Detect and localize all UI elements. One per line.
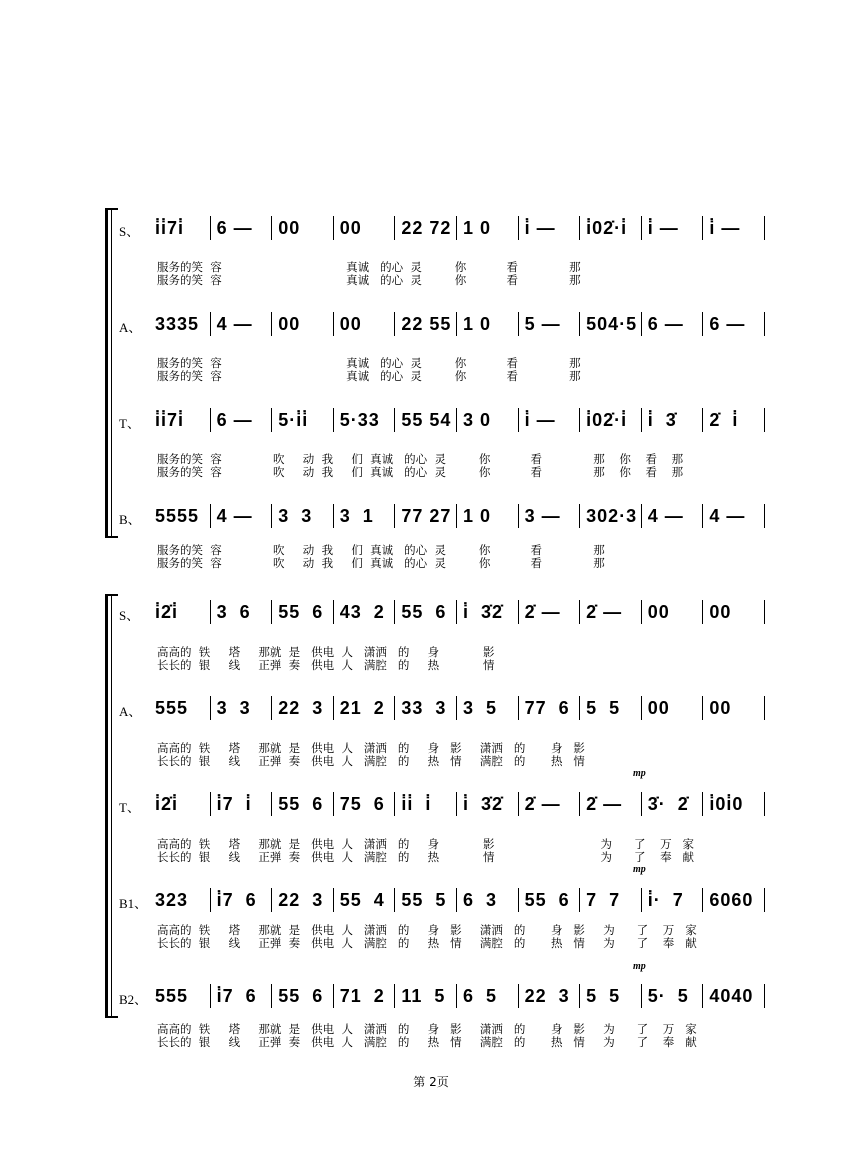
- dynamic-mp: mp: [633, 864, 646, 875]
- lyrics-verse-2: 服务的笑 容 吹 动 我 们 真诚 的心 灵 你 看 那 你 看 那: [157, 465, 684, 479]
- measure: i̇0i̇0: [703, 792, 765, 816]
- measure: 43 2: [334, 600, 396, 624]
- measure: i̇ —: [519, 408, 581, 432]
- measure: 3335: [149, 312, 211, 336]
- measure: i̇7 6: [211, 984, 273, 1008]
- measure: 71 2: [334, 984, 396, 1008]
- measure: 3 6: [211, 600, 273, 624]
- measure: 6 —: [211, 408, 273, 432]
- measure: i̇i̇7i̇: [149, 408, 211, 432]
- measure: 11 5: [395, 984, 457, 1008]
- measure: 22 72: [395, 216, 457, 240]
- notes-row: [149, 216, 765, 240]
- measure: 3 3: [211, 696, 273, 720]
- lyrics-verse-2: 服务的笑 容 吹 动 我 们 真诚 的心 灵 你 看 那: [157, 556, 605, 570]
- measure: 3 1: [334, 504, 396, 528]
- measure: 00: [272, 312, 334, 336]
- measure: 3̇· 2̇: [642, 792, 704, 816]
- measure: 77 6: [519, 696, 581, 720]
- measure: 33 3: [395, 696, 457, 720]
- measure: i̇ —: [519, 216, 581, 240]
- measure: 00: [334, 312, 396, 336]
- notes-row: [149, 600, 765, 624]
- measure: 00: [703, 696, 765, 720]
- measure: 22 3: [272, 888, 334, 912]
- measure: 5555: [149, 504, 211, 528]
- measure: 1 0: [457, 504, 519, 528]
- measure: 5 5: [580, 696, 642, 720]
- measure: 55 6: [395, 600, 457, 624]
- measure: 4 —: [703, 504, 765, 528]
- measure: i̇02̇·i̇: [580, 216, 642, 240]
- measure: 00: [272, 216, 334, 240]
- part-label: A、: [119, 704, 142, 719]
- lyrics-verse-1: 高高的 铁 塔 那就 是 供电 人 潇洒 的 身 影: [157, 645, 495, 659]
- lyrics-verse-2: 长长的 银 线 正弹 奏 供电 人 满腔 的 热 情 满腔 的 热 情: [157, 754, 585, 768]
- measure: 6 —: [211, 216, 273, 240]
- lyrics-verse-2: 长长的 银 线 正弹 奏 供电 人 满腔 的 热 情 满腔 的 热 情 为 了 奉 献: [157, 1035, 697, 1049]
- lyrics-verse-2: 服务的笑 容 真诚 的心 灵 你 看 那: [157, 369, 581, 383]
- measure: 55 54: [395, 408, 457, 432]
- measure: 7 7: [580, 888, 642, 912]
- measure: 22 55: [395, 312, 457, 336]
- measure: i̇i̇ i̇: [395, 792, 457, 816]
- measure: 3 3: [272, 504, 334, 528]
- measure: 1 0: [457, 216, 519, 240]
- measure: i̇· 7: [642, 888, 704, 912]
- part-label: S、: [119, 608, 140, 623]
- part-label: S、: [119, 224, 140, 239]
- measure: 00: [334, 216, 396, 240]
- part-label: T、: [119, 416, 140, 431]
- measure: 55 6: [272, 792, 334, 816]
- measure: 22 3: [272, 696, 334, 720]
- part-label: B2、: [119, 992, 148, 1007]
- measure: 555: [149, 984, 211, 1008]
- measure: 6060: [703, 888, 765, 912]
- measure: 3 —: [519, 504, 581, 528]
- measure: 6 —: [703, 312, 765, 336]
- measure: i̇ 3̇2̇: [457, 792, 519, 816]
- lyrics-verse-1: 服务的笑 容 吹 动 我 们 真诚 的心 灵 你 看 那 你 看 那: [157, 452, 684, 466]
- lyrics-verse-2: 长长的 银 线 正弹 奏 供电 人 满腔 的 热 情: [157, 658, 495, 672]
- part-label: B1、: [119, 896, 148, 911]
- measure: 1 0: [457, 312, 519, 336]
- measure: 22 3: [519, 984, 581, 1008]
- measure: 3 5: [457, 696, 519, 720]
- measure: 5· 5: [642, 984, 704, 1008]
- part-label: T、: [119, 800, 140, 815]
- lyrics-verse-1: 服务的笑 容 真诚 的心 灵 你 看 那: [157, 356, 581, 370]
- measure: 2̇ —: [519, 792, 581, 816]
- measure: i̇ —: [703, 216, 765, 240]
- measure: 504·5: [580, 312, 642, 336]
- notes-row: [149, 408, 765, 432]
- measure: 4 —: [211, 504, 273, 528]
- lyrics-verse-1: 高高的 铁 塔 那就 是 供电 人 潇洒 的 身 影 为 了 万 家: [157, 837, 695, 851]
- measure: 00: [703, 600, 765, 624]
- measure: i̇2̇i̇: [149, 792, 211, 816]
- measure: 55 6: [272, 600, 334, 624]
- measure: i̇7 i̇: [211, 792, 273, 816]
- measure: 4040: [703, 984, 765, 1008]
- measure: i̇ 3̇: [642, 408, 704, 432]
- measure: 2̇ i̇: [703, 408, 765, 432]
- page-number: 第 2页: [413, 1075, 449, 1089]
- dynamic-mp: mp: [633, 961, 646, 972]
- lyrics-verse-1: 高高的 铁 塔 那就 是 供电 人 潇洒 的 身 影 潇洒 的 身 影: [157, 741, 585, 755]
- lyrics-verse-1: 服务的笑 容 真诚 的心 灵 你 看 那: [157, 260, 581, 274]
- measure: 21 2: [334, 696, 396, 720]
- dynamic-mp: mp: [633, 768, 646, 779]
- measure: 6 5: [457, 984, 519, 1008]
- measure: 55 5: [395, 888, 457, 912]
- measure: 77 27: [395, 504, 457, 528]
- measure: 55 6: [519, 888, 581, 912]
- measure: i̇ —: [642, 216, 704, 240]
- notes-row: [149, 504, 765, 528]
- notes-row: [149, 312, 765, 336]
- measure: 2̇ —: [580, 600, 642, 624]
- measure: 2̇ —: [580, 792, 642, 816]
- measure: 2̇ —: [519, 600, 581, 624]
- lyrics-verse-2: 服务的笑 容 真诚 的心 灵 你 看 那: [157, 273, 581, 287]
- lyrics-verse-1: 服务的笑 容 吹 动 我 们 真诚 的心 灵 你 看 那: [157, 543, 605, 557]
- lyrics-verse-1: 高高的 铁 塔 那就 是 供电 人 潇洒 的 身 影 潇洒 的 身 影 为 了 万 家: [157, 1022, 697, 1036]
- measure: i̇i̇7i̇: [149, 216, 211, 240]
- measure: 00: [642, 696, 704, 720]
- measure: 5·33: [334, 408, 396, 432]
- measure: 4 —: [211, 312, 273, 336]
- measure: 5 —: [519, 312, 581, 336]
- measure: 5 5: [580, 984, 642, 1008]
- measure: 302·3: [580, 504, 642, 528]
- measure: 55 4: [334, 888, 396, 912]
- measure: 5·i̇i̇: [272, 408, 334, 432]
- part-label: A、: [119, 320, 142, 335]
- measure: i̇2̇i̇: [149, 600, 211, 624]
- measure: 555: [149, 696, 211, 720]
- measure: 75 6: [334, 792, 396, 816]
- measure: i̇ 3̇2̇: [457, 600, 519, 624]
- measure: 6 —: [642, 312, 704, 336]
- lyrics-verse-1: 高高的 铁 塔 那就 是 供电 人 潇洒 的 身 影 潇洒 的 身 影 为 了 万 家: [157, 923, 697, 937]
- part-label: B、: [119, 512, 141, 527]
- notes-row: [149, 888, 765, 912]
- score-system-2: [105, 594, 765, 1018]
- notes-row: [149, 696, 765, 720]
- measure: 55 6: [272, 984, 334, 1008]
- measure: 6 3: [457, 888, 519, 912]
- measure: i̇02̇·i̇: [580, 408, 642, 432]
- lyrics-verse-2: 长长的 银 线 正弹 奏 供电 人 满腔 的 热 情 满腔 的 热 情 为 了 奉 献: [157, 936, 697, 950]
- measure: 00: [642, 600, 704, 624]
- notes-row: [149, 792, 765, 816]
- measure: 4 —: [642, 504, 704, 528]
- lyrics-verse-2: 长长的 银 线 正弹 奏 供电 人 满腔 的 热 情 为 了 奉 献: [157, 850, 695, 864]
- score-system-1: [105, 208, 765, 538]
- notes-row: [149, 984, 765, 1008]
- measure: 3 0: [457, 408, 519, 432]
- measure: i̇7 6: [211, 888, 273, 912]
- measure: 323: [149, 888, 211, 912]
